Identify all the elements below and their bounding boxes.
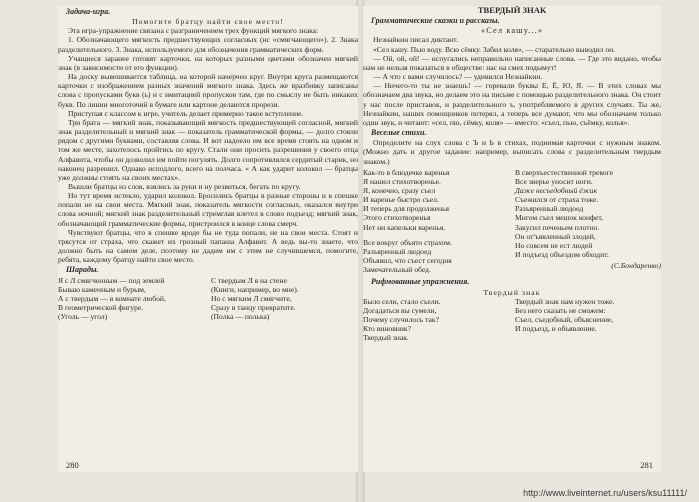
poem [363,168,661,275]
poem-line: Этого стихотворенья [363,213,431,223]
paragraph: — Ничего-то ты не знаешь! — горевали буквы Е, Ё, Ю, Я. — В этих словах мы обозначаем два звука, но делаем это на письме с помощью разделительного знака. Он стоит у нас после приставок, и разделительного ъ, употребляемого в других случаях. Ты же, Незнайкин, наших помощников потерял, а теперь все думают, что мы обозначаем только один звук, и читают: «сел, пю, сёмку, коля» — вместо: «съел, пью, съёмку, колья». [363,81,661,127]
poem-line: Замечательный обед. [363,265,431,275]
paragraph: «Сел кашу. Пью воду. Всю сёмку. Забил коля», — старательно выводил он. [373,44,616,54]
rhyme-line: И подъезд, и объявление. [515,324,597,334]
poem-line: Нет ни капельки варенья. [363,222,446,232]
fun-verses-heading: Веселые стихи. [371,128,427,138]
task-heading: Задача-игра. [66,7,111,16]
paragraph: Вышли братцы из слов, взялись за руки и ну резвиться, бегать по кругу. [68,181,301,191]
charade-answer: (Полка — полька) [211,312,270,322]
charades-heading: Шарады. [66,265,99,275]
rhyme-column [515,297,661,343]
task-text: Определите на слух слова с Ъ и Ь в стихах, поднимая карточки с нужным знаком. (Можно дать и другое задание: например, выписать слова с разделительным твердым знаком.) [363,138,661,166]
poem-line: Все вокруг объято страхом. [363,237,452,247]
poem-line: В сверхъестественной тревоге [515,167,614,177]
charade-line: Я с Л смягченным — под землей [58,275,165,285]
paragraph: Учащиеся заранее готовят карточки, на которых разными цветами обозначен мягкий знак (в зависимости от его функции). [58,53,358,72]
charade-line: (Книги, например, во мне). [211,284,299,294]
left-page [58,6,358,472]
paragraph: Эта игра-упражнение связана с разграничением трех функций мягкого знака: [68,26,319,36]
charades [58,276,358,322]
paragraph: — А что с вами случилось? — удивился Незнайкин. [373,72,543,82]
rhyme-line: Без него сказать не сможем: [515,305,606,315]
charade-line: С твердым Л я на стене [211,275,287,285]
paragraph: 1. Обозначающего мягкость предшествующих согласных (нс «смягчающего»). 2. Знака разделительного. 3. Знака, используемого для обозначения грамматических форм. [58,35,358,54]
poem-line: Закусил печеньем плотно. [515,222,600,232]
paragraph: Приступая с классом к игре, учитель делает примерно такое вступление. [68,108,304,118]
rhyme-line: Догадаться вы сумели, [363,305,437,315]
rhyme-line: Твердый знак. [363,333,409,343]
charade [211,276,358,322]
poem-line: Как-то в блюдечке варенья [363,167,450,177]
poem-line: Даже несъедобный ёжик [515,185,598,195]
poem-line: Все зверье уносит ноги. [515,176,593,186]
charade-line: Но с мягким Л смягчите, [211,293,292,303]
poem-column [515,168,661,275]
paragraph: Чувствуют братцы, что в спешке вроде бы не туда попали, не на свои места. Стоят и трясутся от страха, что скажет их грозный папаша Алфавит. А ведь вы-то знаете, что должно быть на самом деле, поэтому не дадим им с этим не случившемся, помогите, ребята, каждому братцу найти свое место. [58,227,358,265]
paragraph: Незнайкин писал диктант. [373,35,458,45]
right-page [363,6,661,472]
paragraph: Три брата — мягкий знак, показывающий мягкость предшествующей согласной, мягкий знак разделительный и мягкий знак — показатель грамматической формы, — долго стояли рядом с другими буквами, составляя слова. И вот надоело им все время стоять на одном и том же месте, захотелось пройтись по кругу. Стали они просить разрешения у своего отца Алфавита, чтобы он дозволил им пойти погулять. Долго сопротивлялся сердитый старик, но наконец разрешил. Однако исподлого, всего на полчаса. « А как ударит колокол — братцы уже должны стоять на своих местах». [58,117,358,182]
poem-line: Разъяренный людоед [363,246,432,256]
poem-line: Я, конечно, сразу съел [363,185,436,195]
game-title: Помогите братцу найти свое место! [132,17,284,27]
charade [58,276,205,322]
rhyme-line: Твердый знак нам нужен тоже. [515,296,615,306]
poem-line: Съежился от страха тоже. [515,195,599,205]
rhyme-line: Почему случилось так? [363,315,439,324]
charade-line: Бываю каменным и бурым, [58,284,146,294]
poem-author: (С.Бондаренко) [611,261,661,271]
rhyme-column [363,297,509,343]
poem-line: Но совсем не ест людей [515,240,593,250]
rhyme-line: Съел, съедобный, объяснение, [515,315,614,324]
rhyme-line: Было сели, стало съели. [363,296,441,306]
page-number: 280 [66,459,79,470]
poem-column [363,168,509,275]
poem-line: Объявил, что съест сегодня [363,256,452,266]
poem-line: Разъяренный людоед [515,204,584,214]
poem-line: И подъезд объездом обходит. [515,250,609,260]
paragraph: — Ой, ой, ой! — испугались неправильно написанные слова. — Где это видано, чтобы нам не нельзя показаться в обществе: нас на смех подымут! [363,53,661,72]
charade-line: В геометрической фигуре. [58,303,144,312]
poem-line: И варенье быстро съел. [363,195,439,205]
page-number: 281 [640,459,653,470]
rhymed-title: Твердый знак [483,287,541,297]
poem-line: Я нашел стихотворенье. [363,176,441,186]
paragraph: Но тут время истекло, ударил колокол. Бросились братцы в разные стороны и в спешке попали не на свои места. Мягкий знак, показатель мягкости согласных, оказался внутри слова ночной; мягкий знак разделительный стремглав влетел в слово подъезд; мягкий знак, обозначающий грамматические формы, пристроился в конце слова смерч. [58,191,358,228]
charade-line: А с твердым — в комнате любой, [58,293,166,303]
rhyme-line: Кто виновник? [363,324,411,334]
rhymed-exercise [363,297,661,343]
story-title: «Сел кашу...» [480,26,544,36]
poem-line: Мигом съел мешок конфет, [515,213,603,223]
rhymed-heading: Рифмованные упражнения. [371,277,470,287]
subtitle: Грамматические сказки и рассказы. [371,16,500,26]
poem-line: Он от'ъявленный злодей, [515,231,596,241]
watermark-url[interactable]: http://www.liveinternet.ru/users/ksu11111/ [523,488,687,498]
poem-line: И теперь для продолженья [363,204,450,214]
charade-answer: (Уголь — угол) [58,312,108,322]
section-title: ТВЕРДЫЙ ЗНАК [477,6,547,15]
paragraph: На доску вывешивается таблица, на которой начерчен круг. Внутри круга размещаются карточки с изображением разных значений мягкого знака. Здесь же вразбивку записаны слова с пропусками букв (ь) и с имитацией пропусков там, где по смыслу не быть никаких букв. По линии многоточий в бумаге или картоне делаются прорези. [58,72,358,109]
charade-line: Сразу в танцу превратите. [211,303,296,312]
